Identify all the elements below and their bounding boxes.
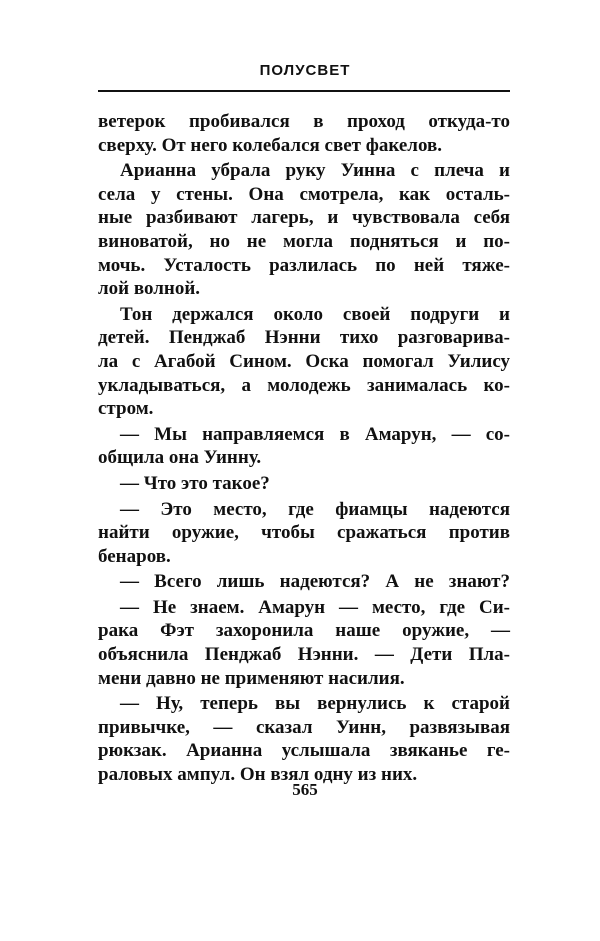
text-line: укладываться, а молодежь занималась ко-	[98, 374, 510, 396]
header-rule	[98, 90, 510, 92]
text-line: — Всего лишь надеются? А не знают?	[120, 571, 510, 593]
text-line: раловых ампул. Он взял одну из них.	[98, 764, 418, 786]
text-line: ла с Агабой Сином. Оска помогал Уилису	[98, 350, 510, 372]
text-line: лой волной.	[98, 278, 201, 300]
text-line: бенаров.	[98, 545, 171, 567]
page-number: 565	[292, 780, 318, 799]
text-line: рака Фэт захоронила наше оружие, —	[98, 620, 510, 642]
text-line: привычке, — сказал Уинн, развязывая	[98, 716, 510, 738]
text-line: детей. Пенджаб Нэнни тихо разговарива-	[98, 327, 510, 349]
text-line: сверху. От него колебался свет факелов.	[98, 134, 443, 156]
text-line: виноватой, но не могла подняться и по-	[98, 230, 510, 252]
text-line: Тон держался около своей подруги и	[120, 303, 510, 325]
body-text	[98, 110, 510, 787]
text-line: рюкзак. Арианна услышала звяканье ге-	[98, 740, 510, 762]
text-line: объяснила Пенджаб Нэнни. — Дети Пла-	[98, 644, 510, 666]
text-line: мени давно не применяют насилия.	[98, 667, 405, 689]
text-line: стром.	[98, 398, 154, 420]
running-title: ПОЛУСВЕТ	[259, 62, 351, 79]
text-line: ные разбивают лагерь, и чувствовала себя	[98, 207, 510, 229]
text-line: найти оружие, чтобы сражаться против	[98, 522, 510, 544]
text-line: ветерок пробивался в проход откуда-то	[98, 111, 510, 132]
text-line: мочь. Усталость разлилась по ней тяже-	[98, 254, 510, 276]
text-line: Арианна убрала руку Уинна с плеча и	[120, 160, 510, 182]
text-line: — Мы направляемся в Амарун, — со-	[120, 423, 510, 445]
text-line: — Что это такое?	[120, 472, 270, 494]
text-line: села у стены. Она смотрела, как осталь-	[98, 183, 510, 205]
text-line: — Ну, теперь вы вернулись к старой	[120, 693, 510, 715]
text-line: — Это место, где фиамцы надеются	[120, 498, 510, 520]
text-line: — Не знаем. Амарун — место, где Си-	[120, 596, 510, 618]
text-line: общила она Уинну.	[98, 447, 262, 469]
